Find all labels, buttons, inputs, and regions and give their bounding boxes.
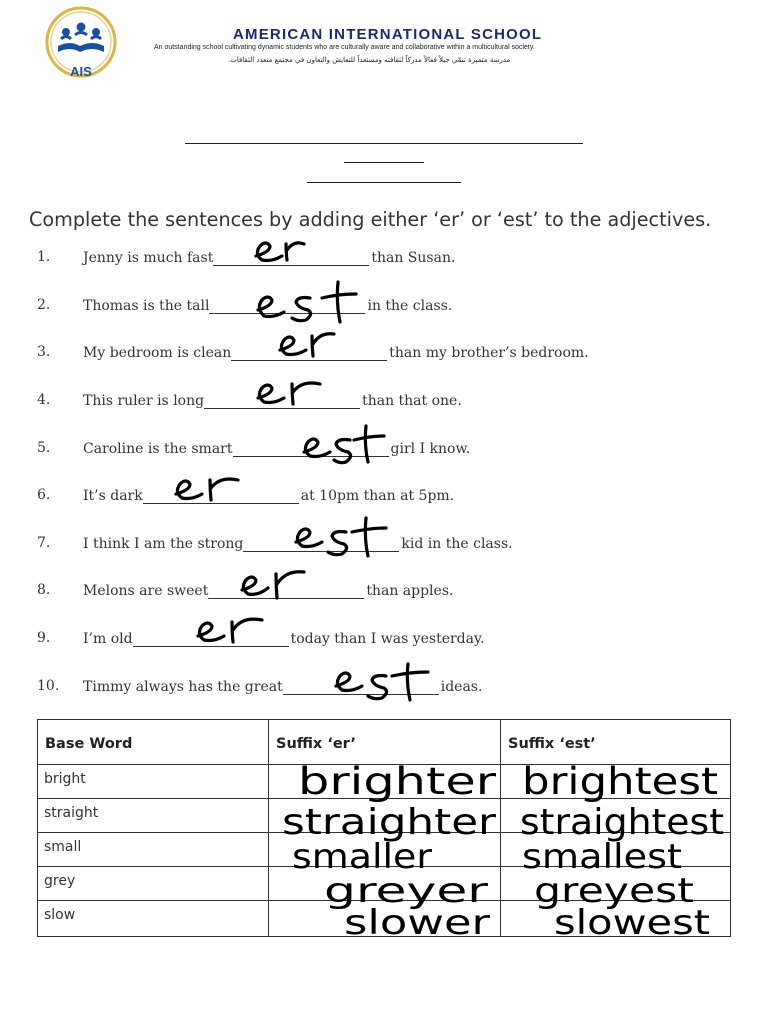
handwritten-answer-1 bbox=[252, 232, 322, 272]
sentence-number: 1. bbox=[37, 249, 51, 265]
handwritten-er-3: smaller bbox=[292, 837, 433, 877]
sentence-after: in the class. bbox=[367, 298, 453, 314]
logo-text: AIS bbox=[70, 64, 92, 79]
sentence-after: than Susan. bbox=[371, 250, 456, 266]
sentence-number: 4. bbox=[37, 392, 51, 408]
sentence-before: Thomas is the tall bbox=[83, 298, 210, 314]
instruction-text: Complete the sentences by adding either ‘er’ or ‘est’ to the adjectives. bbox=[29, 208, 712, 231]
sentence-number: 10. bbox=[37, 678, 60, 694]
sentence-after: than my brother’s bedroom. bbox=[389, 345, 589, 361]
handwritten-er-4: greyer bbox=[324, 871, 489, 911]
table-header-suffix-est: Suffix ‘est’ bbox=[500, 719, 731, 765]
handwritten-answer-2 bbox=[252, 276, 362, 326]
table-cell-base: bright bbox=[37, 764, 269, 799]
book-icon bbox=[58, 43, 104, 52]
sentence-number: 7. bbox=[37, 535, 51, 551]
handwritten-answer-6 bbox=[172, 468, 252, 510]
date-line[interactable] bbox=[344, 162, 424, 163]
handwritten-answer-10 bbox=[332, 660, 432, 706]
sentence-after: girl I know. bbox=[390, 441, 471, 457]
sentence-number: 8. bbox=[37, 582, 51, 598]
school-name: AMERICAN INTERNATIONAL SCHOOL bbox=[233, 26, 543, 43]
sentence-before: I’m old bbox=[83, 631, 133, 647]
handwritten-answer-4 bbox=[254, 372, 334, 414]
handwritten-er-1: brighter bbox=[298, 760, 498, 803]
handwritten-est-1: brightest bbox=[522, 760, 718, 803]
school-tagline: An outstanding school cultivating dynamic students who are culturally aware and collaborative within a multicultural society. bbox=[154, 44, 535, 51]
handwritten-answer-7 bbox=[292, 514, 392, 560]
handwritten-answer-8 bbox=[238, 562, 318, 606]
sentence-before: Melons are sweet bbox=[83, 583, 209, 599]
sentence-after: today than I was yesterday. bbox=[290, 631, 485, 647]
sentence-number: 3. bbox=[37, 344, 51, 360]
class-line[interactable] bbox=[307, 182, 461, 183]
sentence-after: than that one. bbox=[362, 393, 462, 409]
handwritten-er-2: straighter bbox=[282, 802, 497, 843]
handwritten-est-5: slowest bbox=[554, 903, 710, 943]
table-cell-base: straight bbox=[37, 798, 269, 833]
handwritten-est-2: straightest bbox=[520, 802, 724, 843]
sentence-after: kid in the class. bbox=[401, 536, 513, 552]
handwritten-er-5: slower bbox=[344, 903, 491, 943]
handwritten-answer-9 bbox=[194, 610, 274, 652]
sentence-before: I think I am the strong bbox=[83, 536, 244, 552]
handwritten-answer-5 bbox=[300, 420, 390, 470]
table-header-suffix-er: Suffix ‘er’ bbox=[268, 719, 501, 765]
school-tagline-arabic: مدرسة متميزة تنمّي جيلاً فعالاً مدركاً لثقافته ومستعداً للتعايش والتعاون في مجتمع متعدد الثقافات. bbox=[228, 56, 511, 64]
sentence-before: It’s dark bbox=[83, 488, 143, 504]
handwritten-est-3: smallest bbox=[522, 837, 682, 877]
sentence-before: Jenny is much fast bbox=[83, 250, 214, 266]
sentence-before: Caroline is the smart bbox=[83, 441, 233, 457]
sentence-before: This ruler is long bbox=[83, 393, 205, 409]
table-cell-base: slow bbox=[37, 900, 269, 937]
sentence-after: ideas. bbox=[440, 679, 483, 695]
sentence-number: 5. bbox=[37, 440, 51, 456]
sentence-after: at 10pm than at 5pm. bbox=[300, 488, 455, 504]
table-header-base-word: Base Word bbox=[37, 719, 269, 765]
table-cell-base: grey bbox=[37, 866, 269, 901]
handwritten-answer-3 bbox=[276, 324, 356, 366]
sentence-after: than apples. bbox=[366, 583, 454, 599]
sentence-number: 2. bbox=[37, 297, 51, 313]
sentence-number: 9. bbox=[37, 630, 51, 646]
handwritten-est-4: greyest bbox=[534, 871, 694, 911]
handwritten-table-answers bbox=[268, 756, 738, 952]
sentence-before: Timmy always has the great bbox=[83, 679, 283, 695]
table-cell-base: small bbox=[37, 832, 269, 867]
sentence-before: My bedroom is clean bbox=[83, 345, 232, 361]
sentence-number: 6. bbox=[37, 487, 51, 503]
school-logo bbox=[30, 6, 132, 80]
name-line[interactable] bbox=[185, 143, 583, 144]
